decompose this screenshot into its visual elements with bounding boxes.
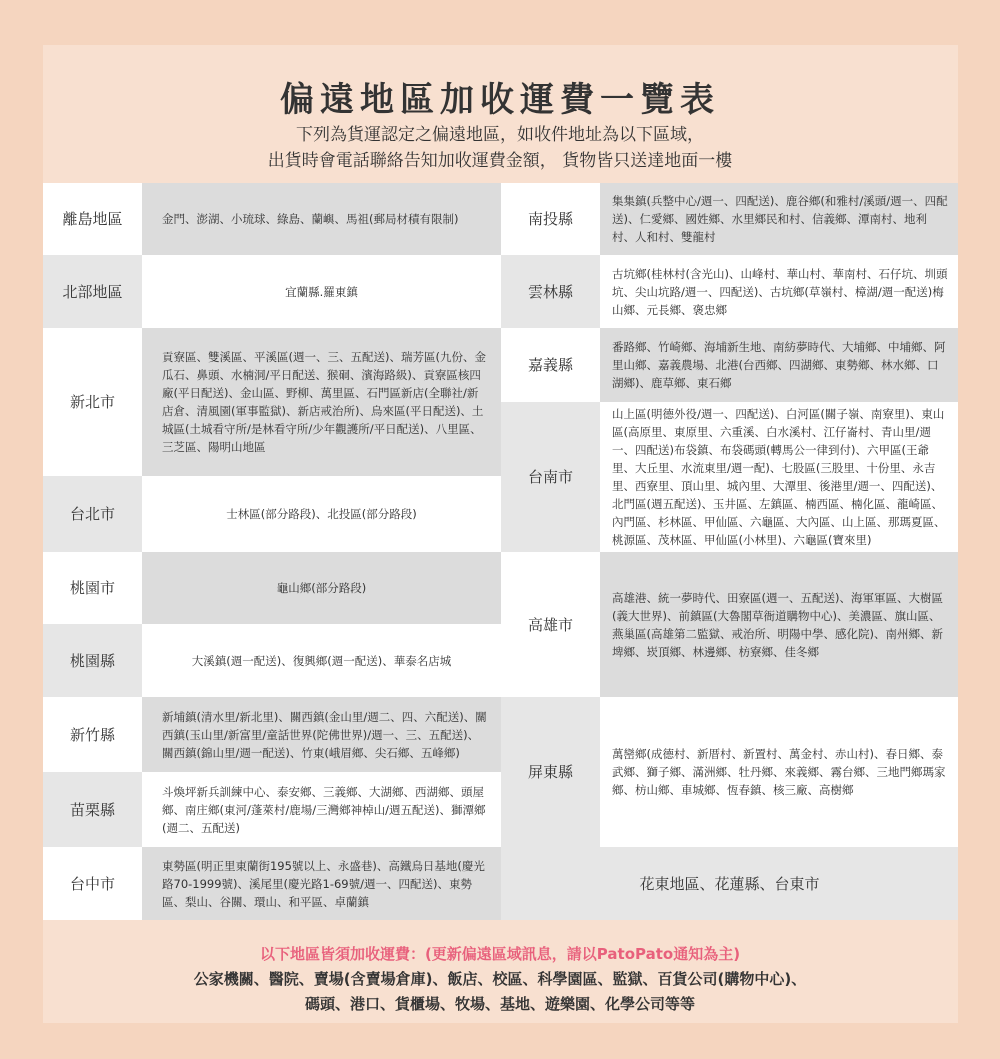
region-label: 北部地區: [43, 255, 142, 328]
footer-line-1: 公家機關、醫院、賣場(含賣場倉庫)、飯店、校區、科學園區、監獄、百貨公司(購物中心)、: [193, 970, 807, 988]
region-label: 嘉義縣: [501, 328, 600, 402]
region-areas: 新埔鎮(清水里/新北里)、關西鎮(金山里/週二、四、六配送)、關西鎮(玉山里/新富里/童話世界(陀佛世界)/週一、三、五配送)、關西鎮(錦山里/週一配送)、竹東(峨眉鄉、尖石鄉、五峰鄉): [142, 697, 501, 772]
region-label: 新北市: [43, 328, 142, 476]
region-label: 新竹縣: [43, 697, 142, 772]
region-areas: 集集鎮(兵整中心/週一、四配送)、鹿谷鄉(和雅村/溪頭/週一、四配送)、仁愛鄉、國姓鄉、水里鄉民和村、信義鄉、潭南村、地利村、人和村、雙龍村: [600, 183, 958, 255]
region-label: 台南市: [501, 402, 600, 552]
footer-line-2: 碼頭、港口、貨櫃場、牧場、基地、遊樂園、化學公司等等: [304, 995, 695, 1013]
region-areas: 龜山鄉(部分路段): [142, 552, 501, 624]
region-label: 高雄市: [501, 552, 600, 697]
region-areas: 斗煥坪新兵訓練中心、泰安鄉、三義鄉、大湖鄉、西湖鄉、頭屋鄉、南庄鄉(東河/蓬萊村/鹿場/三灣鄉神棹山/週五配送)、獅潭鄉(週二、五配送): [142, 772, 501, 847]
region-label: 離島地區: [43, 183, 142, 255]
region-areas: 古坑鄉(桂林村(含光山)、山峰村、華山村、華南村、石仔坑、圳頭坑、尖山坑路/週一、四配送)、古坑鄉(草嶺村、樟湖/週一配送)梅山鄉、元長鄉、褒忠鄉: [600, 255, 958, 328]
region-areas: 金門、澎湖、小琉球、綠島、蘭嶼、馬祖(郵局材積有限制): [142, 183, 501, 255]
region-label: 屏東縣: [501, 697, 600, 847]
region-areas: 高雄港、統一夢時代、田寮區(週一、五配送)、海軍軍區、大樹區(義大世界)、前鎮區(大魯閣草衙道購物中心)、美濃區、旗山區、燕巢區(高雄第二監獄、戒治所、明陽中學、感化院)、南州鄉、新埤鄉、崁頂鄉、林邊鄉、枋寮鄉、佳冬鄉: [600, 552, 958, 697]
region-label: 台北市: [43, 476, 142, 552]
region-areas: 大溪鎮(週一配送)、復興鄉(週一配送)、華泰名店城: [142, 624, 501, 697]
region-areas: 萬巒鄉(成德村、新厝村、新置村、萬金村、赤山村)、春日鄉、泰武鄉、獅子鄉、滿洲鄉、牡丹鄉、來義鄉、霧台鄉、三地門鄉瑪家鄉、枋山鄉、車城鄉、恆春鎮、核三廠、高樹鄉: [600, 697, 958, 847]
subtitle-line-1: 下列為貨運認定之偏遠地區，如收件地址為以下區域，: [296, 125, 704, 145]
region-areas: 山上區(明德外役/週一、四配送)、白河區(關子嶺、南寮里)、東山區(高原里、東原里、六重溪、白水溪村、江仔崙村、青山里/週一、四配送)布袋鎮、布袋碼頭(轉馬公一律到付)、六甲區(王爺里、大丘里、水流東里/週一配)、七股區(三股里、十份里、永吉里、西寮里、頂山里、城內里、大潭里、後港里/週一、四配送)、北門區(週五配送)、玉井區、左鎮區、楠西區、楠化區、龍崎區、內門區、杉林區、甲仙區、六龜區、大內區、山上區、那瑪夏區、桃源區、茂林區、甲仙區(小林里)、六龜區(寶來里): [600, 402, 958, 552]
region-label: 桃園縣: [43, 624, 142, 697]
region-label: 雲林縣: [501, 255, 600, 328]
region-areas: 東勢區(明正里東蘭街195號以上、永盛巷)、高鐵烏日基地(慶光路70-1999號)、溪尾里(慶光路1-69號/週一、四配送)、東勢區、梨山、谷關、環山、和平區、卓蘭鎮: [142, 847, 501, 920]
region-label: 南投縣: [501, 183, 600, 255]
region-label: 桃園市: [43, 552, 142, 624]
region-label: 苗栗縣: [43, 772, 142, 847]
region-label: 台中市: [43, 847, 142, 920]
notice-text: 以下地區皆須加收運費：(更新偏遠區域訊息，請以PatoPato通知為主): [259, 945, 741, 963]
subtitle-line-2: 出貨時會電話聯絡告知加收運費金額， 貨物皆只送達地面一樓: [267, 151, 733, 171]
page-title: 偏遠地區加收運費一覽表: [280, 80, 720, 120]
region-areas: 貢寮區、雙溪區、平溪區(週一、三、五配送)、瑞芳區(九份、金瓜石、鼻頭、水楠洞/平日配送、猴硐、濱海路級)、貢寮區核四廠(平日配送)、金山區、野柳、萬里區、石門區新店(全聯社/新店倉、清風園(軍事監獄)、新店戒治所)、烏來區(平日配送)、土城區(土城看守所/是林看守所/少年觀護所/平日配送)、八里區、三芝區、陽明山地區: [142, 328, 501, 476]
region-areas: 花東地區、花蓮縣、台東市: [501, 847, 958, 920]
region-areas: 宜蘭縣.羅東鎮: [142, 255, 501, 328]
region-areas: 番路鄉、竹崎鄉、海埔新生地、南紡夢時代、大埔鄉、中埔鄉、阿里山鄉、嘉義農場、北港(台西鄉、四湖鄉、東勢鄉、林水鄉、口湖鄉)、鹿草鄉、東石鄉: [600, 328, 958, 402]
region-areas: 士林區(部分路段)、北投區(部分路段): [142, 476, 501, 552]
